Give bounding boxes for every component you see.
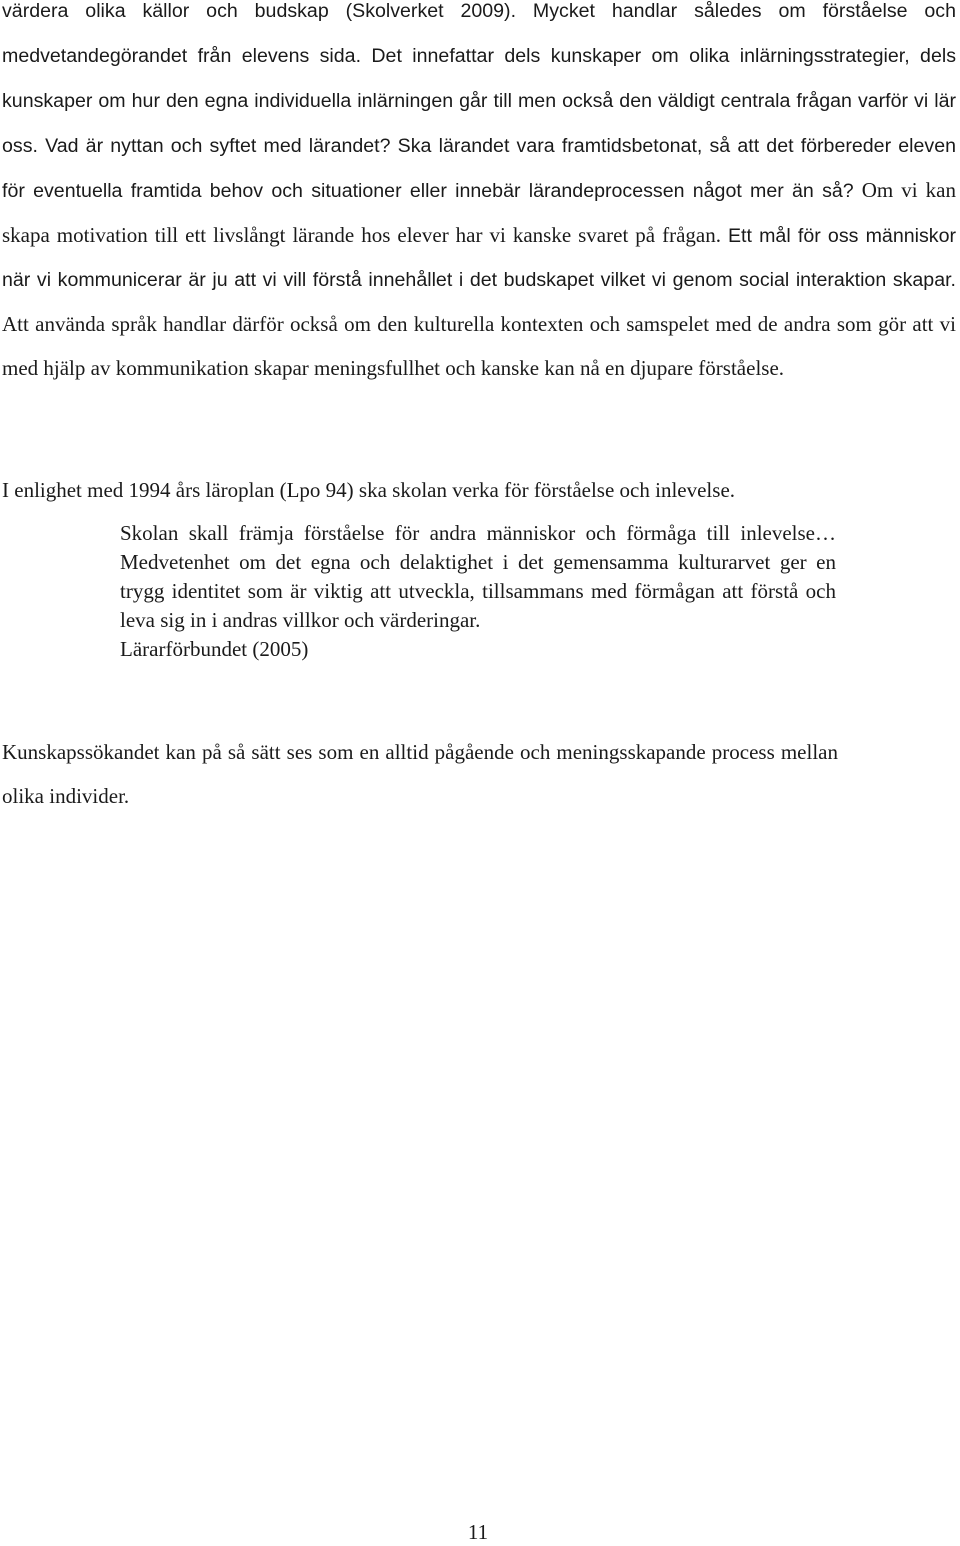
body-paragraph-curriculum: I enlighet med 1994 års läroplan (Lpo 94) ska skolan verka för förståelse och inlevelse. bbox=[2, 478, 736, 502]
quote-citation: Lärarförbundet (2005) bbox=[120, 637, 309, 662]
page-number: 11 bbox=[467, 1520, 489, 1544]
paragraph-segment-sans: Ett mål för oss människor när vi kommunicerar är ju att vi vill förstå innehållet i det budskapet vilket vi genom social interaktion skapar. bbox=[2, 224, 956, 292]
paragraph-segment-sans: värdera olika källor och budskap (Skolverket 2009). Mycket handlar således om förståelse och medvetandegörandet från elevens sida. Det innefattar dels kunskaper om olika inlärningsstrategier, dels kunskaper om hur den egna individuella inlärningen går till men också den väldigt centrala frågan varför vi lär oss. Vad är nyttan och syftet med lärandet? Ska lärandet vara framtidsbetonat, så att det förbereder eleven för eventuella framtida behov och situationer eller innebär lärandeprocessen något mer än så? bbox=[2, 0, 956, 202]
block-quote bbox=[120, 519, 836, 664]
paragraph-segment-serif: Om vi kan skapa motivation till ett livslångt lärande hos elever har vi kanske svaret på frågan. bbox=[2, 177, 957, 247]
quote-text: Skolan skall främja förståelse för andra människor och förmåga till inlevelse… Medvetenhet om det egna och delaktighet i det gemensamma kulturarvet ger en trygg identitet som är viktig att utveckla, tillsammans med förmågan att förstå och leva sig in i andras villkor och värderingar. bbox=[120, 521, 836, 633]
body-paragraph-motivation bbox=[2, 0, 956, 391]
paragraph-segment-serif: Att använda språk handlar därför också om den kulturella kontexten och samspelet med de andra som gör att vi med hjälp av kommunikation skapar meningsfullhet och kanske kan nå en djupare förståelse. bbox=[2, 312, 956, 381]
body-paragraph-conclusion: Kunskapssökandet kan på så sätt ses som en alltid pågående och meningsskapande process mellan olika individer. bbox=[2, 740, 838, 808]
